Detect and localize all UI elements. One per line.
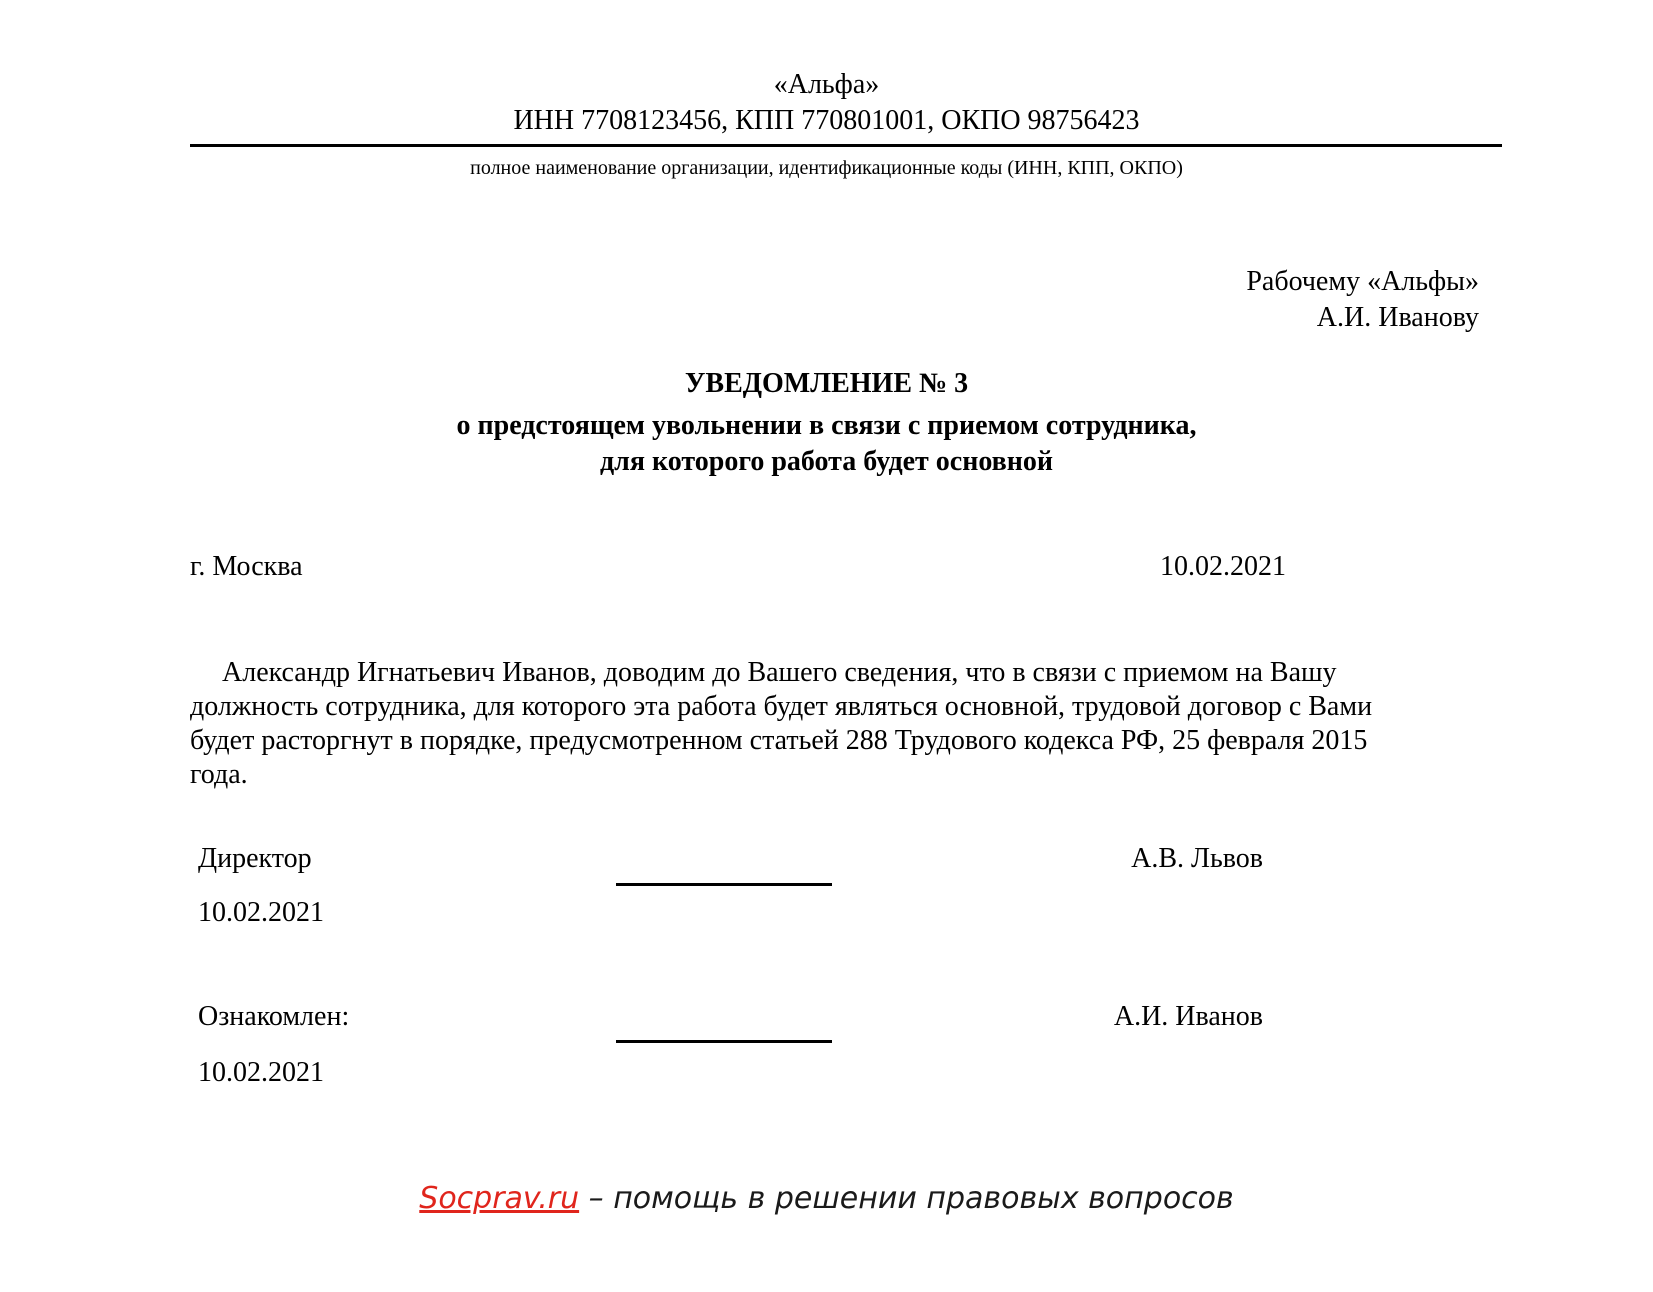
notice-body [190, 656, 1430, 792]
organization-caption: полное наименование организации, идентификационные коды (ИНН, КПП, ОКПО) [470, 157, 1183, 179]
employee-signature-line [616, 1040, 832, 1043]
acknowledged-date: 10.02.2021 [198, 1057, 324, 1088]
director-label: Директор [198, 843, 312, 874]
document-title: УВЕДОМЛЕНИЕ № 3 [684, 368, 969, 399]
organization-name: «Альфа» [773, 69, 880, 100]
addressee-position: Рабочему «Альфы» [1246, 266, 1479, 297]
employee-name: А.И. Иванов [1113, 1001, 1263, 1032]
document-city: г. Москва [190, 551, 303, 582]
header-divider [190, 144, 1502, 147]
notice-paragraph: Александр Игнатьевич Иванов, доводим до Вашего сведения, что в связи с приемом на Вашу должность сотрудника, для которого эта работа будет являться основной, трудовой договор с Вами будет расторгнут в порядке, предусмотренном статьей 288 Трудового кодекса РФ, 25 февраля 2015 года. [190, 657, 1373, 790]
director-name: А.В. Львов [1131, 843, 1263, 874]
acknowledged-label: Ознакомлен: [198, 1001, 350, 1032]
director-sign-date: 10.02.2021 [198, 897, 324, 928]
document-subtitle-line1: о предстоящем увольнении в связи с приемом сотрудника, [456, 410, 1197, 441]
director-signature-line [616, 883, 832, 886]
addressee-name: А.И. Иванову [1316, 302, 1479, 333]
organization-codes: ИНН 7708123456, КПП 770801001, ОКПО 98756423 [513, 105, 1140, 136]
footer-tagline: – помощь в решении правовых вопросов [579, 1181, 1234, 1216]
document-date: 10.02.2021 [1160, 551, 1286, 582]
footer-brand-link[interactable]: Socprav.ru [419, 1181, 580, 1216]
document-subtitle-line2: для которого работа будет основной [599, 446, 1054, 477]
footer-caption [0, 1180, 1653, 1218]
